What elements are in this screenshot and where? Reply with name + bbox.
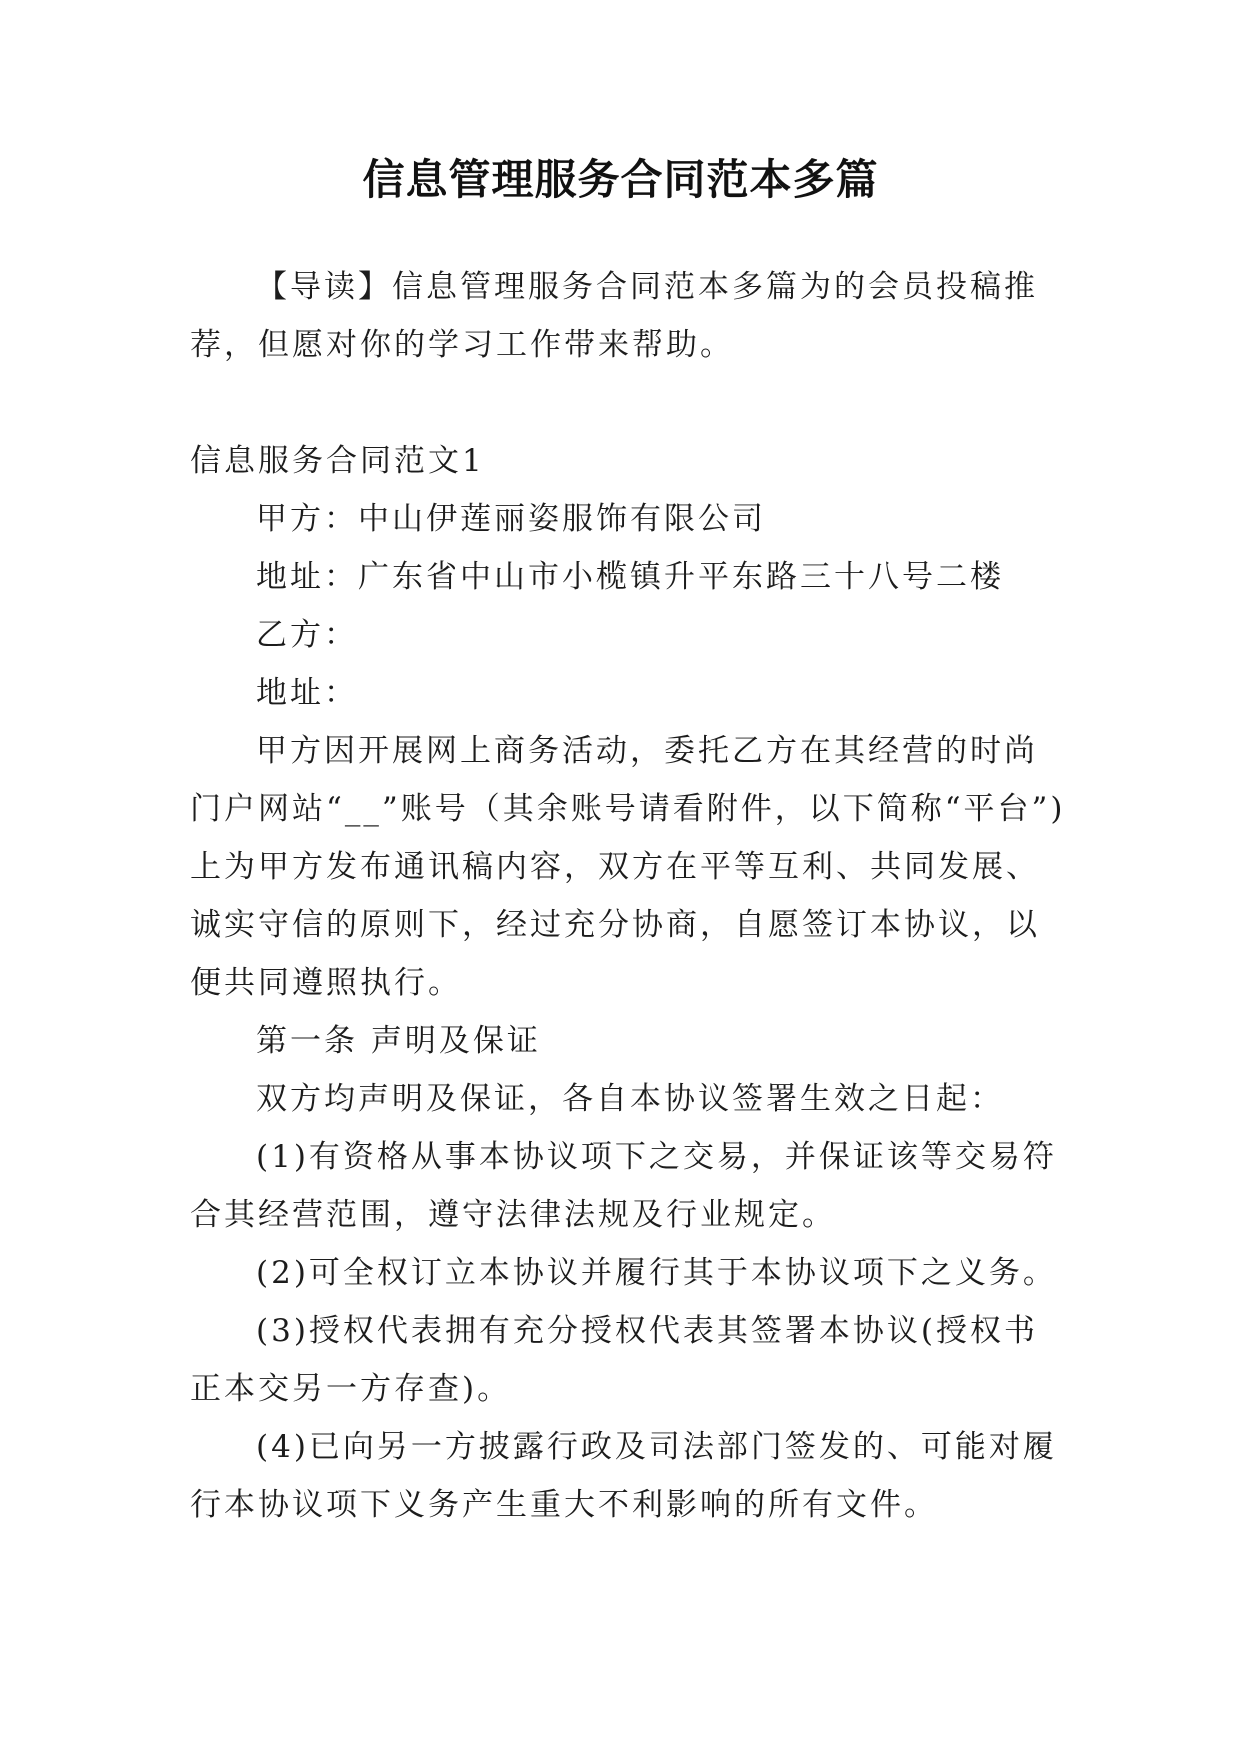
party-b-line: 乙方： — [256, 617, 358, 653]
intro-paragraph: 【导读】信息管理服务合同范本多篇为的会员投稿推荐，但愿对你的学习工作带来帮助。 — [190, 269, 1038, 363]
clause-4: (4)已向另一方披露行政及司法部门签发的、可能对履行本协议项下义务产生重大不利影响的所有文件。 — [190, 1429, 1057, 1523]
address-b-line: 地址： — [256, 675, 358, 711]
party-a-line: 甲方：中山伊莲丽姿服饰有限公司 — [256, 501, 766, 537]
article-1-title: 第一条 声明及保证 — [256, 1023, 541, 1059]
section-heading: 信息服务合同范文1 — [190, 443, 485, 479]
clause-3: (3)授权代表拥有充分授权代表其签署本协议(授权书正本交另一方存查)。 — [190, 1313, 1039, 1407]
address-a-line: 地址：广东省中山市小榄镇升平东路三十八号二楼 — [256, 559, 1004, 595]
clause-2: (2)可全权订立本协议并履行其于本协议项下之义务。 — [256, 1255, 1057, 1291]
document-body — [190, 258, 1070, 1534]
clause-1: (1)有资格从事本协议项下之交易，并保证该等交易符合其经营范围，遵守法律法规及行业规定。 — [190, 1139, 1057, 1233]
preamble-paragraph: 甲方因开展网上商务活动，委托乙方在其经营的时尚门户网站“__”账号（其余账号请看附件，以下简称“平台”)上为甲方发布通讯稿内容，双方在平等互利、共同发展、诚实守信的原则下，经过充分协商，自愿签订本协议，以便共同遵照执行。 — [190, 733, 1066, 1001]
document-title: 信息管理服务合同范本多篇 — [362, 155, 879, 204]
article-1-lead: 双方均声明及保证，各自本协议签署生效之日起： — [256, 1081, 1004, 1117]
